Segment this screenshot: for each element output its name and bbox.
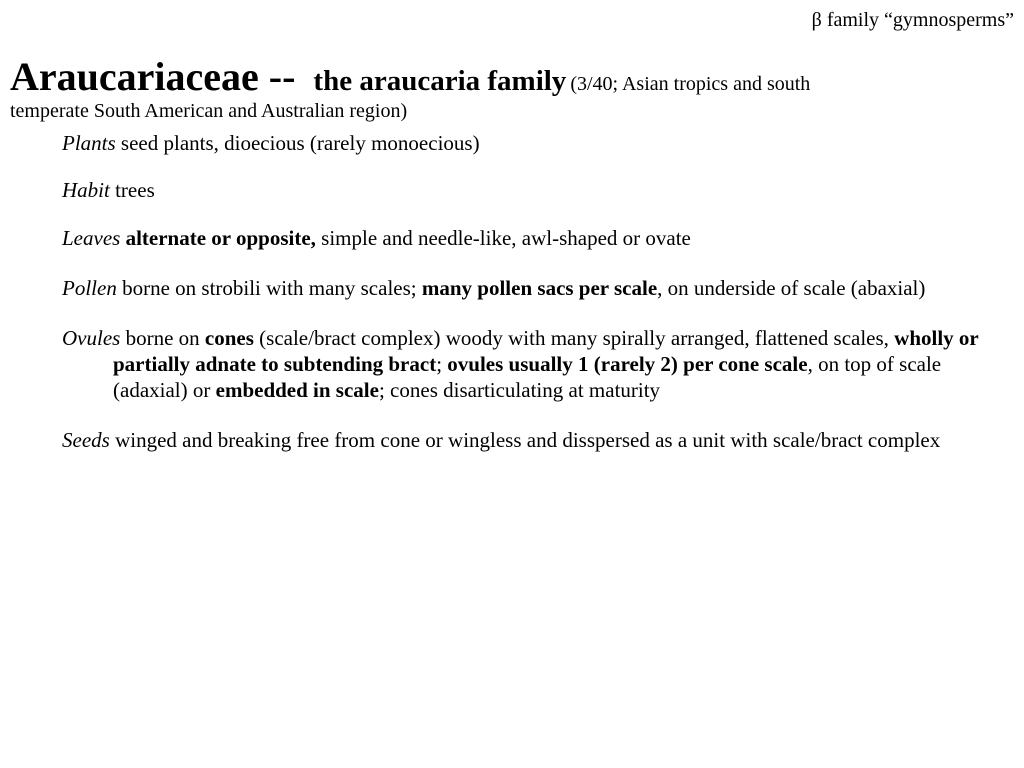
character-leaves — [62, 225, 1012, 251]
term-leaves: Leaves — [62, 226, 121, 250]
plants-text: seed plants, dioecious (rarely monoecious) — [120, 131, 480, 155]
character-habit — [62, 177, 1012, 203]
term-seeds: Seeds — [62, 428, 110, 452]
character-seeds — [62, 427, 1012, 453]
term-ovules: Ovules — [62, 326, 121, 350]
ovules-text-4: , on top of scale (adaxial) or — [113, 352, 942, 402]
ovules-bold-3: ovules usually 1 (rarely 2) per cone scale — [447, 352, 808, 376]
ovules-text-5: ; cones disarticulating at maturity — [378, 378, 661, 402]
term-habit: Habit — [62, 178, 110, 202]
leaves-text: simple and needle-like, awl-shaped or ovate — [321, 226, 691, 250]
term-plants: Plants — [62, 131, 116, 155]
ovules-bold-2: wholly or partially adnate to subtending bract — [113, 326, 979, 376]
term-pollen: Pollen — [62, 276, 117, 300]
ovules-bold-4: embedded in scale — [215, 378, 379, 402]
group-label: β family “gymnosperms” — [811, 9, 1014, 31]
leaves-bold: alternate or opposite, — [125, 226, 316, 250]
ovules-bold-1: cones — [204, 326, 254, 350]
habit-text: trees — [115, 178, 155, 202]
range-text-continued: temperate South American and Australian region) — [10, 100, 408, 122]
seeds-text: winged and breaking free from cone or wingless and disspersed as a unit with scale/bract complex — [115, 428, 941, 452]
common-name: the araucaria family — [313, 65, 567, 97]
family-name: Araucariaceae -- — [10, 54, 296, 99]
ovules-text-1: borne on — [125, 326, 200, 350]
pollen-bold: many pollen sacs per scale — [421, 276, 658, 300]
pollen-text-1: borne on strobili with many scales; — [122, 276, 417, 300]
character-plants — [62, 130, 1012, 156]
range-text: (3/40; Asian tropics and south — [570, 73, 811, 95]
character-pollen — [62, 275, 1012, 301]
ovules-text-3: ; — [436, 352, 443, 376]
ovules-text-2: (scale/bract complex) woody with many spirally arranged, flattened scales, — [259, 326, 889, 350]
pollen-text-2: , on underside of scale (abaxial) — [657, 276, 926, 300]
character-list — [62, 128, 1012, 453]
title-block — [10, 55, 1000, 121]
character-ovules — [62, 325, 1012, 403]
